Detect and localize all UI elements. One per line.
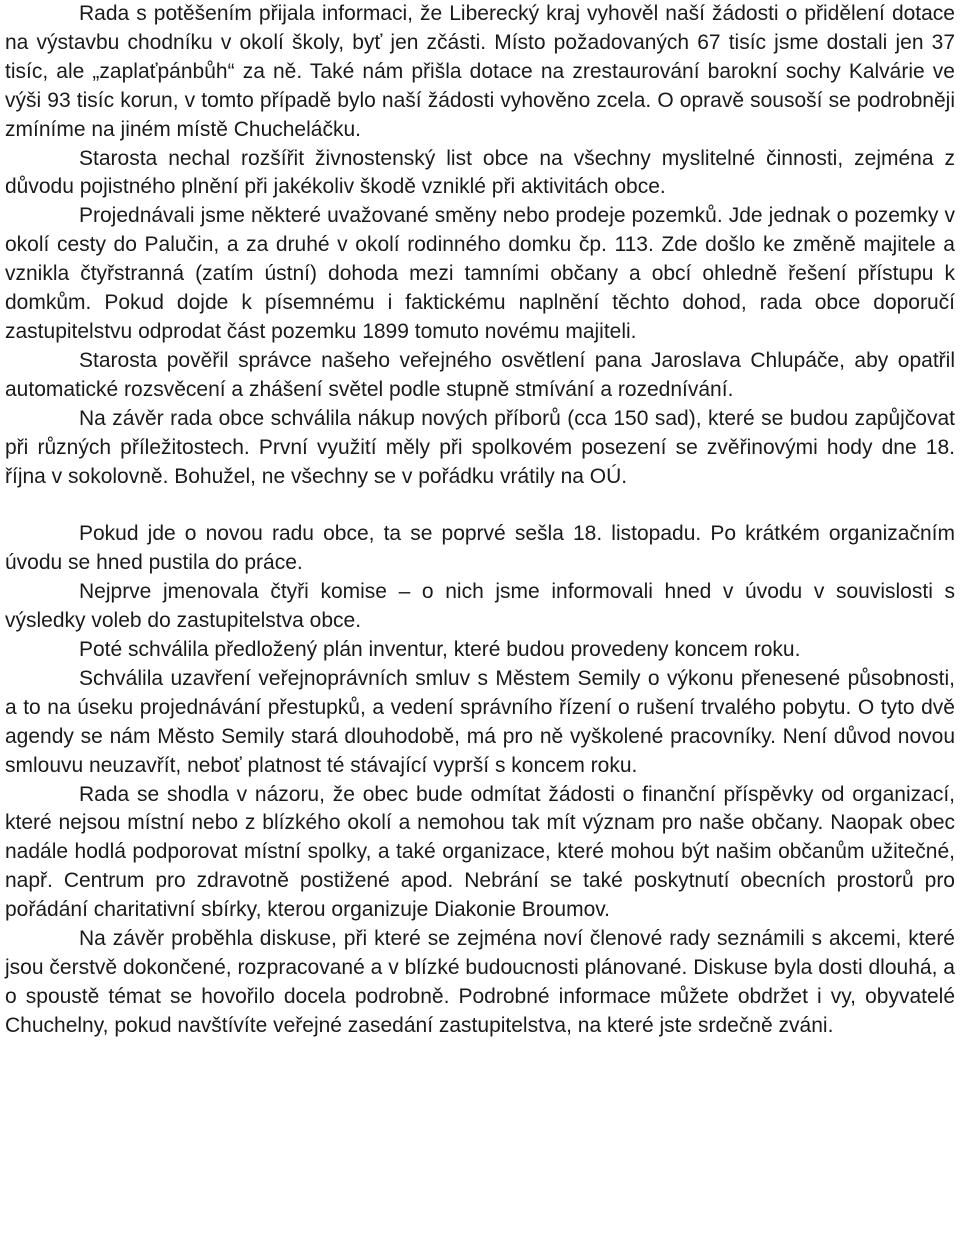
paragraph-grant-news: Rada s potěšením přijala informaci, že Liberecký kraj vyhověl naší žádosti o přidělení dotace na výstavbu chodníku v okolí školy, byť jen zčásti. Místo požadovaných 67 tisíc jsme dostali jen 37 tisíc, ale „zaplaťpánbůh“ za ně. Také nám přišla dotace na zrestaurování barokní sochy Kalvárie ve výši 93 tisíc korun, v tomto případě bylo naší žádosti vyhověno zcela. O opravě sousoší se podrobněji zmíníme na jiném místě Chucheláčku. (5, 2, 955, 141)
paragraph-committees: Nejprve jmenovala čtyři komise – o nich jsme informovali hned v úvodu v souvislosti s výsledky voleb do zastupitelstva obce. (5, 580, 955, 633)
paragraph-new-council: Pokud jde o novou radu obce, ta se poprvé sešla 18. listopadu. Po krátkém organizačním úvodu se hned pustila do práce. (5, 522, 955, 575)
paragraph-land-exchange: Projednávali jsme některé uvažované směny nebo prodeje pozemků. Jde jednak o pozemky v okolí cesty do Palučin, a za druhé v okolí rodinného domku čp. 113. Zde došlo ke změně majitele a vznikla čtyřstranná (zatím ústní) dohoda mezi tamními občany a obcí ohledně řešení přístupu k domkům. Pokud dojde k písemnému i faktickému naplnění těchto dohod, rada obce doporučí zastupitelstvu odprodat část pozemku 1899 tomuto novému majiteli. (5, 204, 955, 343)
paragraph-donation-requests: Rada se shodla v názoru, že obec bude odmítat žádosti o finanční příspěvky od organizací, které nejsou místní nebo z blízkého okolí a nemohou tak mít význam pro naše občany. Naopak obec nadále hodlá podporovat místní spolky, a také organizace, které mohou být našim občanům užitečné, např. Centrum pro zdravotně postižené apod. Nebrání se také poskytnutí obecních prostorů pro pořádání charitativní sbírky, kterou organizuje Diakonie Broumov. (5, 782, 955, 922)
paragraph-street-lighting: Starosta pověřil správce našeho veřejného osvětlení pana Jaroslava Chlupáče, aby opatřil automatické rozsvěcení a zhášení světel podle stupně stmívání a rozednívání. (5, 348, 955, 401)
paragraph-inventory-plan: Poté schválila předložený plán inventur, které budou provedeny koncem roku. (79, 638, 801, 662)
paragraph-cutlery-purchase: Na závěr rada obce schválila nákup nových příborů (cca 150 sad), které se budou zapůjčovat při různých příležitostech. První využití měly při spolkovém posezení se zvěřinovými hody dne 18. října v sokolovně. Bohužel, ne všechny se v pořádku vrátily na OÚ. (5, 406, 955, 488)
section-spacer (5, 491, 955, 520)
paragraph-semily-contracts: Schválila uzavření veřejnoprávních smluv s Městem Semily o výkonu přenesené působnosti, a to na úseku projednávání přestupků, a vedení správního řízení o rušení trvalého pobytu. O tyto dvě agendy se nám Město Semily stará dlouhodobě, má pro ně vyškolené pracovníky. Není důvod novou smlouvu neuzavřít, neboť platnost té stávající vyprší s koncem roku. (5, 666, 955, 777)
document-page (5, 0, 955, 1041)
paragraph-closing-discussion: Na závěr proběhla diskuse, při které se zejména noví členové rady seznámili s akcemi, které jsou čerstvě dokončené, rozpracované a v blízké budoucnosti plánované. Diskuse byla dosti dlouhá, a o spoustě témat se hovořilo docela podrobně. Podrobné informace můžete obdržet i vy, obyvatelé Chuchelny, pokud navštívíte veřejné zasedání zastupitelstva, na které jste srdečně zváni. (5, 927, 955, 1037)
paragraph-trade-license: Starosta nechal rozšířit živnostenský list obce na všechny myslitelné činnosti, zejména z důvodu pojistného plnění při jakékoliv škodě vzniklé při aktivitách obce. (5, 146, 955, 199)
